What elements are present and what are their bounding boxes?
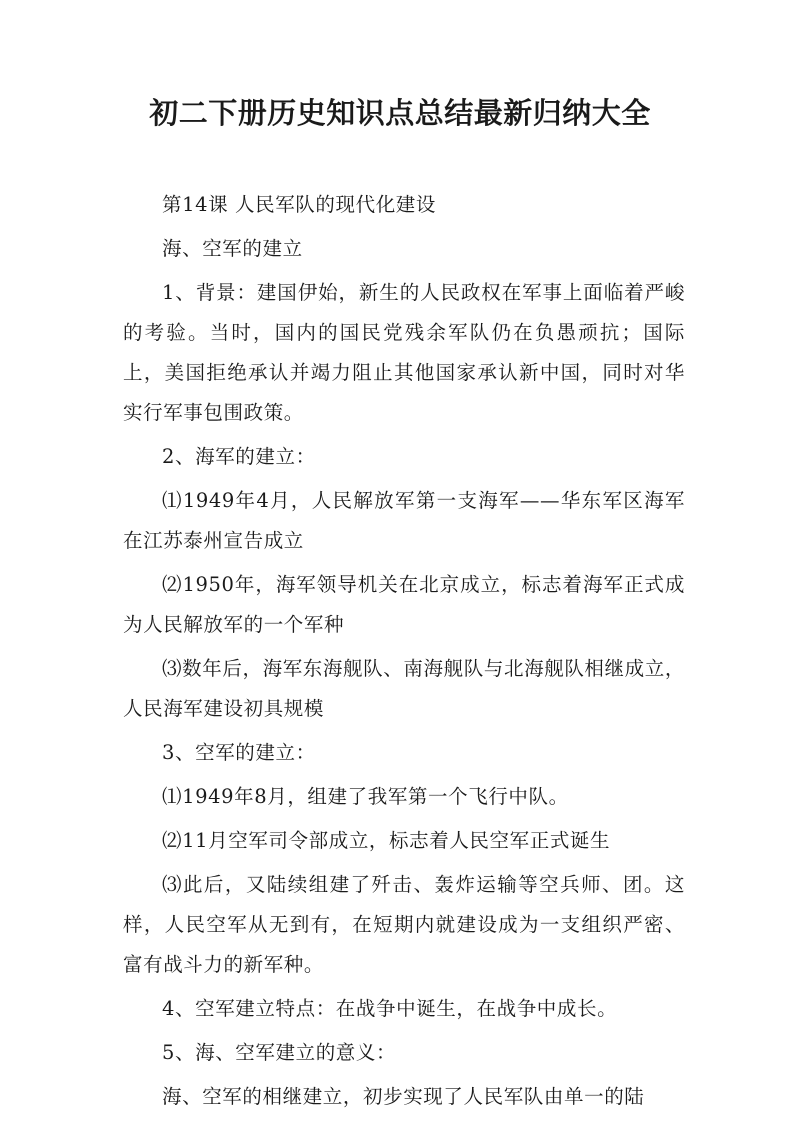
document-title: 初二下册历史知识点总结最新归纳大全 — [149, 96, 651, 130]
paragraph-background: 1、背景：建国伊始，新生的人民政权在军事上面临着严峻的考验。当时，国内的国民党残余军队仍在负愚顽抗；国际上，美国拒绝承认并竭力阻止其他国家承认新中国，同时对华实行军事包围政策。 — [123, 281, 685, 424]
paragraph-airforce-2: ⑵11月空军司令部成立，标志着人民空军正式诞生 — [162, 829, 611, 852]
paragraph-navy-2: ⑵1950年，海军领导机关在北京成立，标志着海军正式成为人民解放军的一个军种 — [123, 573, 685, 636]
paragraph-navy-heading: 2、海军的建立： — [162, 445, 316, 468]
paragraph-navy-3: ⑶数年后，海军东海舰队、南海舰队与北海舰队相继成立，人民海军建设初具规模 — [123, 657, 685, 720]
document-body — [123, 185, 685, 1121]
paragraph-airforce-heading: 3、空军的建立： — [162, 741, 316, 764]
lesson-heading: 第14课 人民军队的现代化建设 — [162, 193, 437, 216]
paragraph-airforce-1: ⑴1949年8月，组建了我军第一个飞行中队。 — [162, 785, 569, 808]
paragraph-significance-heading: 5、海、空军建立的意义： — [162, 1041, 397, 1064]
paragraph-features: 4、空军建立特点：在战争中诞生，在战争中成长。 — [162, 997, 618, 1020]
paragraph-significance: 海、空军的相继建立，初步实现了人民军队由单一的陆 — [162, 1085, 645, 1108]
paragraph-airforce-3: ⑶此后，又陆续组建了歼击、轰炸运输等空兵师、团。这样，人民空军从无到有，在短期内就建设成为一支组织严密、富有战斗力的新军种。 — [123, 873, 685, 976]
section-heading: 海、空军的建立 — [162, 237, 303, 260]
paragraph-navy-1: ⑴1949年4月，人民解放军第一支海军——华东军区海军在江苏泰州宣告成立 — [123, 489, 685, 552]
